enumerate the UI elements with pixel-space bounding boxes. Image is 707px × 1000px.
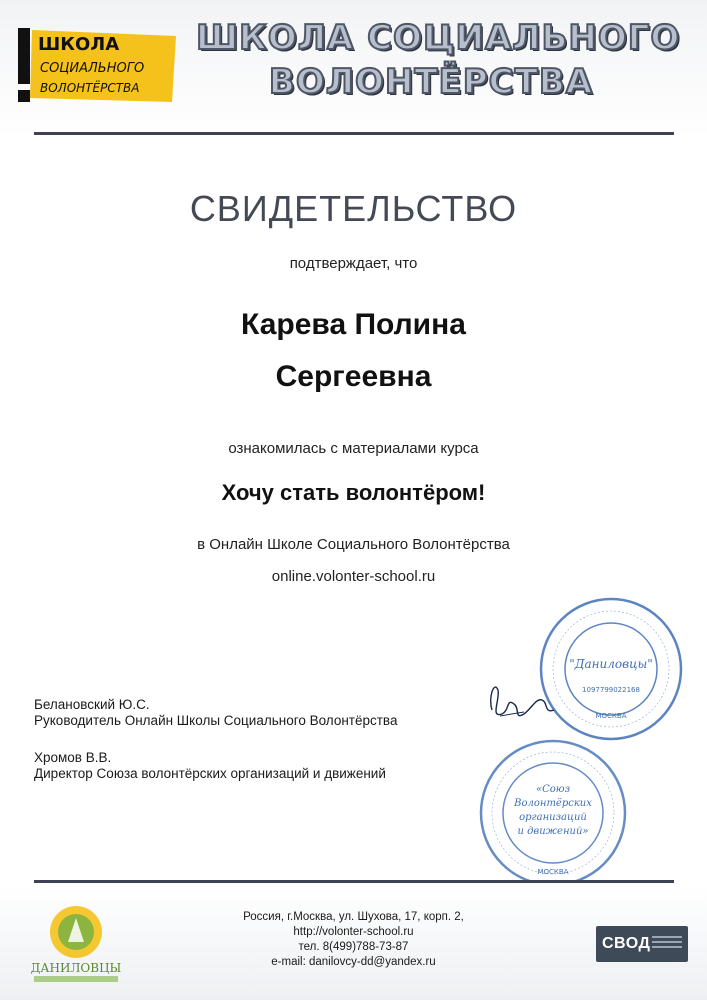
signatory-1	[34, 697, 397, 729]
top-divider	[34, 132, 674, 135]
stamp-soyuz	[478, 738, 628, 888]
header-title-line-1: ШКОЛА СОЦИАЛЬНОГО	[196, 18, 681, 58]
svod-label: СВОД	[602, 935, 651, 952]
school-url: online.volonter-school.ru	[271, 568, 436, 585]
recipient-name-line-2: Сергеевна	[275, 360, 432, 393]
stamp2-line-4: и движений»	[517, 826, 589, 837]
svod-line-icon	[652, 946, 682, 948]
svod-logo	[596, 926, 688, 962]
stamp2-line-2: Волонтёрских	[514, 798, 592, 809]
footer-logo-text: ДАНИЛОВЦЫ	[30, 961, 122, 975]
stamp1-city: МОСКВА	[595, 712, 627, 720]
school-logo	[18, 28, 178, 102]
stamp2-line-3: организаций	[519, 812, 587, 823]
certificate-title: СВИДЕТЕЛЬСТВО	[189, 188, 518, 229]
stamp1-number: 1097799022168	[582, 686, 640, 694]
signatory-1-role: Руководитель Онлайн Школы Социального Волонтёрства	[34, 713, 398, 728]
footer-phone: тел. 8(499)788-73-87	[298, 941, 409, 953]
familiarized-text: ознакомилась с материалами курса	[228, 440, 479, 457]
signature	[484, 670, 564, 730]
signatory-1-name: Белановский Ю.С.	[34, 697, 150, 712]
stamp2-line-1: «Союз	[535, 784, 571, 795]
recipient-name-line-1: Карева Полина	[241, 308, 466, 341]
logo-line-3: ВОЛОНТЁРСТВА	[40, 81, 140, 95]
footer-email: e-mail: danilovcy-dd@yandex.ru	[271, 956, 436, 968]
signatory-2-name: Хромов В.В.	[34, 750, 112, 765]
svod-line-icon	[652, 941, 682, 943]
signatory-2-role: Директор Союза волонтёрских организаций и движений	[34, 766, 386, 781]
stamp1-center-text: "Даниловцы"	[569, 657, 653, 671]
header-title-line-2: ВОЛОНТЁРСТВА	[268, 62, 594, 102]
footer-site: http://volonter-school.ru	[293, 926, 414, 938]
footer-address: Россия, г.Москва, ул. Шухова, 17, корп. 2,	[243, 911, 464, 923]
header-title	[196, 16, 681, 104]
confirms-text: подтверждает, что	[289, 255, 418, 272]
logo-line-1: ШКОЛА	[38, 34, 120, 55]
signatory-2	[34, 750, 386, 782]
school-text: в Онлайн Школе Социального Волонтёрства	[197, 536, 510, 553]
course-title: Хочу стать волонтёром!	[221, 480, 486, 505]
logo-line-2: СОЦИАЛЬНОГО	[40, 61, 145, 76]
svod-line-icon	[652, 936, 682, 938]
stamp2-city: МОСКВА	[537, 868, 569, 876]
